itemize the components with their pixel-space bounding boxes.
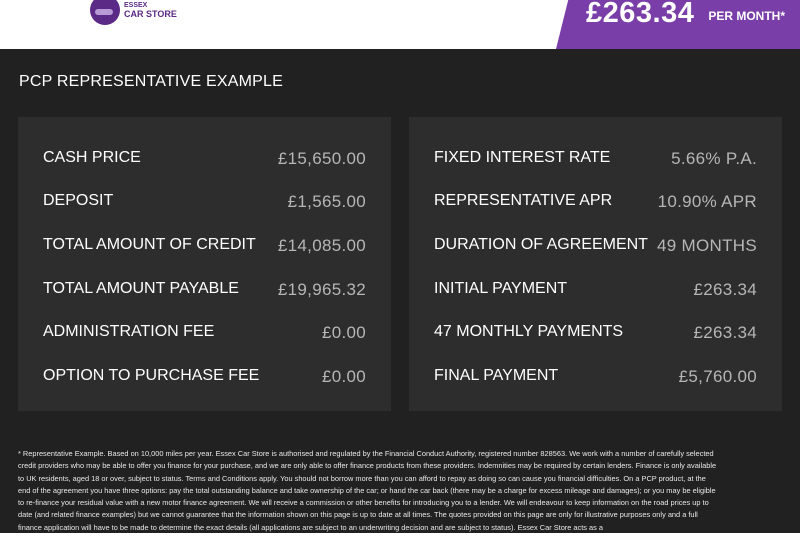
- row-label: REPRESENTATIVE APR: [434, 192, 613, 209]
- logo-line-1: ESSEX: [124, 2, 148, 9]
- row-label: ADMINISTRATION FEE: [43, 323, 215, 340]
- logo[interactable]: [90, 0, 177, 28]
- section-title: PCP REPRESENTATIVE EXAMPLE: [19, 73, 283, 90]
- finance-disclaimer: * Representative Example. Based on 10,000 miles per year. Essex Car Store is authorised and regulated by the Financial Conduct Authority, registered number 828563. We work with a number of carefully selected credit providers who may be able to offer you finance for your purchase, and we are only able to offer finance products from these providers. Indemnities may be required by certain lenders. Finance is only available to UK residents, aged 18 or over, subject to status. Terms and Conditions apply. You should not borrow more than you can afford to repay as doing so can cause you financial difficulties. On a PCP product, at the end of the agreement you have three options: pay the total outstanding balance and take ownership of the car; or hand the car back (there may be a charge for excess mileage and damages); or you may be eligible to re-finance your residual value with a new motor finance agreement. We will receive a commission or other benefits for introducing you to a lender. We will endeavour to keep information on the road prices up to date (and related finance examples) but we cannot guarantee that the information shown on this page is up to date at all times. The quotes provided on this page are only for illustrative purposes only and a full finance application will have to be made to determine the exact details (all applications are subject to an underwriting decision and are subject to status). Essex Car Store acts as a: [18, 449, 717, 532]
- row-label: OPTION TO PURCHASE FEE: [43, 367, 260, 384]
- row-value: £14,085.00: [277, 236, 366, 255]
- table-row: [18, 236, 391, 260]
- row-label: DEPOSIT: [43, 192, 114, 209]
- finance-table-right: [409, 117, 782, 411]
- table-row: [409, 323, 782, 347]
- site-header: [0, 0, 800, 49]
- row-label: TOTAL AMOUNT OF CREDIT: [43, 236, 256, 253]
- row-value: £0.00: [321, 367, 366, 386]
- table-row: [18, 149, 391, 173]
- row-label: TOTAL AMOUNT PAYABLE: [43, 280, 239, 297]
- row-value: 10.90% APR: [657, 192, 757, 211]
- row-label: 47 MONTHLY PAYMENTS: [434, 323, 624, 340]
- row-value: 49 MONTHS: [657, 236, 757, 255]
- table-row: [409, 280, 782, 304]
- logo-text: [124, 1, 177, 19]
- logo-line-2: CAR STORE: [124, 9, 177, 19]
- row-label: DURATION OF AGREEMENT: [434, 236, 648, 253]
- row-label: CASH PRICE: [43, 149, 141, 166]
- table-row: [18, 280, 391, 304]
- row-label: INITIAL PAYMENT: [434, 280, 568, 297]
- row-value: £263.34: [693, 280, 757, 299]
- monthly-price-suffix: PER MONTH*: [708, 9, 785, 23]
- table-row: [409, 149, 782, 173]
- row-value: £263.34: [693, 323, 757, 342]
- row-label: FINAL PAYMENT: [434, 367, 559, 384]
- logo-car-icon: [90, 0, 120, 25]
- table-row: [18, 192, 391, 216]
- row-value: 5.66% P.A.: [671, 149, 757, 168]
- row-label: FIXED INTEREST RATE: [434, 149, 611, 166]
- monthly-price-display: [586, 0, 785, 29]
- row-value: £19,965.32: [277, 280, 366, 299]
- row-value: £5,760.00: [678, 367, 757, 386]
- table-row: [18, 367, 391, 391]
- table-row: [409, 236, 782, 260]
- table-row: [409, 192, 782, 216]
- row-value: £0.00: [321, 323, 366, 342]
- table-row: [18, 323, 391, 347]
- table-row: [409, 367, 782, 391]
- row-value: £1,565.00: [287, 192, 366, 211]
- monthly-price-amount: £263.34: [586, 0, 695, 29]
- row-value: £15,650.00: [277, 149, 366, 168]
- finance-table-left: [18, 117, 391, 411]
